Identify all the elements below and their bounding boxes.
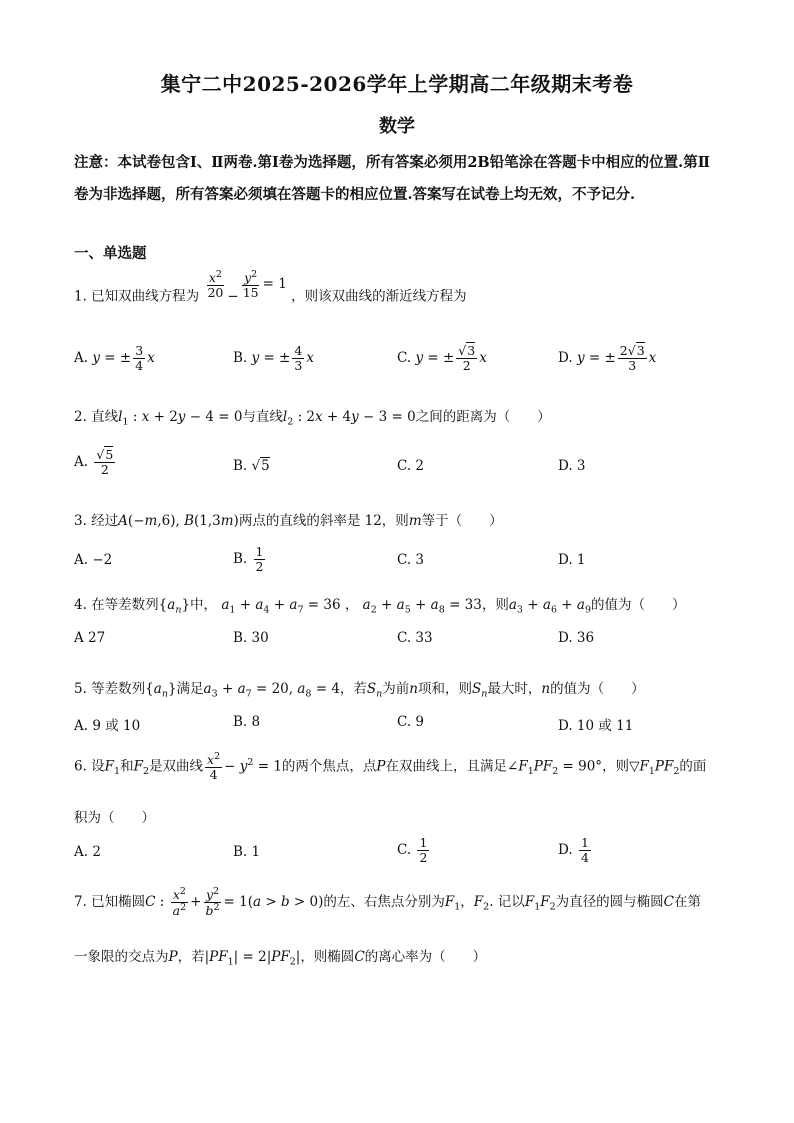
q3-option-a[interactable]: A. −2 — [74, 552, 113, 568]
q1-option-d[interactable]: D. y = ± $\frac{2√3}{3}$ x — [558, 343, 657, 373]
q6-option-b[interactable]: B. 1 — [233, 844, 261, 860]
subject-heading: 数学 — [379, 116, 415, 137]
q5-option-a[interactable]: A. 9 或 10 — [74, 718, 141, 734]
q3-option-b[interactable]: B. $\frac{1}{2}$ — [233, 544, 264, 574]
question-1: 1. 已知双曲线方程为 $\frac{x^2}{20}$ − $\frac{y^2}{15}$ = 1 ，则该双曲线的渐近线方程为 — [74, 269, 467, 305]
q2-option-a[interactable]: A. $\frac{√5}{2}$ — [74, 447, 114, 477]
exam-title: 集宁二中2025-2026学年上学期高二年级期末考卷 — [160, 72, 634, 96]
question-7-line2: 一象限的交点为P，若$|PF_1| = 2|PF_2|$，则椭圆C的离心率为（ ） — [74, 949, 487, 968]
section-heading: 一、单选题 — [74, 245, 147, 262]
q3-option-c[interactable]: C. 3 — [397, 552, 425, 568]
q2-option-d[interactable]: D. 3 — [558, 458, 586, 474]
q2-option-c[interactable]: C. 2 — [397, 458, 425, 474]
q5-option-d[interactable]: D. 10 或 11 — [558, 718, 634, 734]
q5-option-c[interactable]: C. 9 — [397, 714, 425, 730]
question-3: 3. 经过A(−m,6), B(1,3m)两点的直线的斜率是 12，则m等于（ ） — [74, 513, 503, 529]
q4-option-c[interactable]: C. 33 — [397, 630, 433, 646]
q4-option-a[interactable]: A 27 — [74, 630, 106, 646]
q6-option-d[interactable]: D. $\frac{1}{4}$ — [558, 835, 589, 865]
question-5: 5. 等差数列$\{a_n\}$满足$a_3 + a_7 = 20$, $a_8 = 4$，若$S_n$为前n项和，则$S_n$最大时，n的值为（ ） — [74, 681, 645, 700]
q2-option-b[interactable]: B. √5 — [233, 458, 270, 474]
question-6: 6. 设$F_1$和$F_2$是双曲线 $\frac{x^2}{4}$ − $y^2 = 1$的两个焦点，点P在双曲线上，且满足$\angle F_1PF_2 = 90^\circ$，则$▽F_1PF_2$的面 — [74, 751, 707, 782]
q1-option-b[interactable]: B. y = ± $\frac{4}{3}$ x — [233, 343, 314, 373]
q4-option-d[interactable]: D. 36 — [558, 630, 595, 646]
exam-notice: 注意：本试卷包含Ⅰ、Ⅱ两卷.第Ⅰ卷为选择题，所有答案必须用2B铅笔涂在答题卡中相应的位置.第Ⅱ卷为非选择题，所有答案必须填在答题卡的相应位置.答案写在试卷上均无效，不予记分. — [74, 154, 710, 203]
q1-option-a[interactable]: A. y = ± $\frac{3}{4}$ x — [74, 343, 155, 373]
q5-option-b[interactable]: B. 8 — [233, 714, 261, 730]
q3-option-d[interactable]: D. 1 — [558, 552, 586, 568]
question-6-line2: 积为（ ） — [74, 810, 155, 826]
question-4: 4. 在等差数列$\{a_n\}$中， $a_1 + a_4 + a_7 = 36$ ， $a_2 + a_5 + a_8 = 33$，则$a_3 + a_6 + a_9$的值为（ ） — [74, 597, 686, 616]
q1-option-c[interactable]: C. y = ± $\frac{√3}{2}$ x — [397, 343, 487, 373]
question-7: 7. 已知椭圆C : $\frac{x^2}{a^2}$ + $\frac{y^2}{b^2}$ = 1(a > b > 0)的左、右焦点分别为$F_1$，$F_2$. 记以$F_1F_2$为直径的圆与椭圆C在第 — [74, 886, 701, 919]
q4-option-b[interactable]: B. 30 — [233, 630, 269, 646]
question-2: 2. 直线$l_1$ : x + 2y − 4 = 0与直线$l_2$ : 2x + 4y − 3 = 0之间的距离为（ ） — [74, 409, 551, 428]
q6-option-c[interactable]: C. $\frac{1}{2}$ — [397, 835, 428, 865]
q6-option-a[interactable]: A. 2 — [74, 844, 101, 860]
